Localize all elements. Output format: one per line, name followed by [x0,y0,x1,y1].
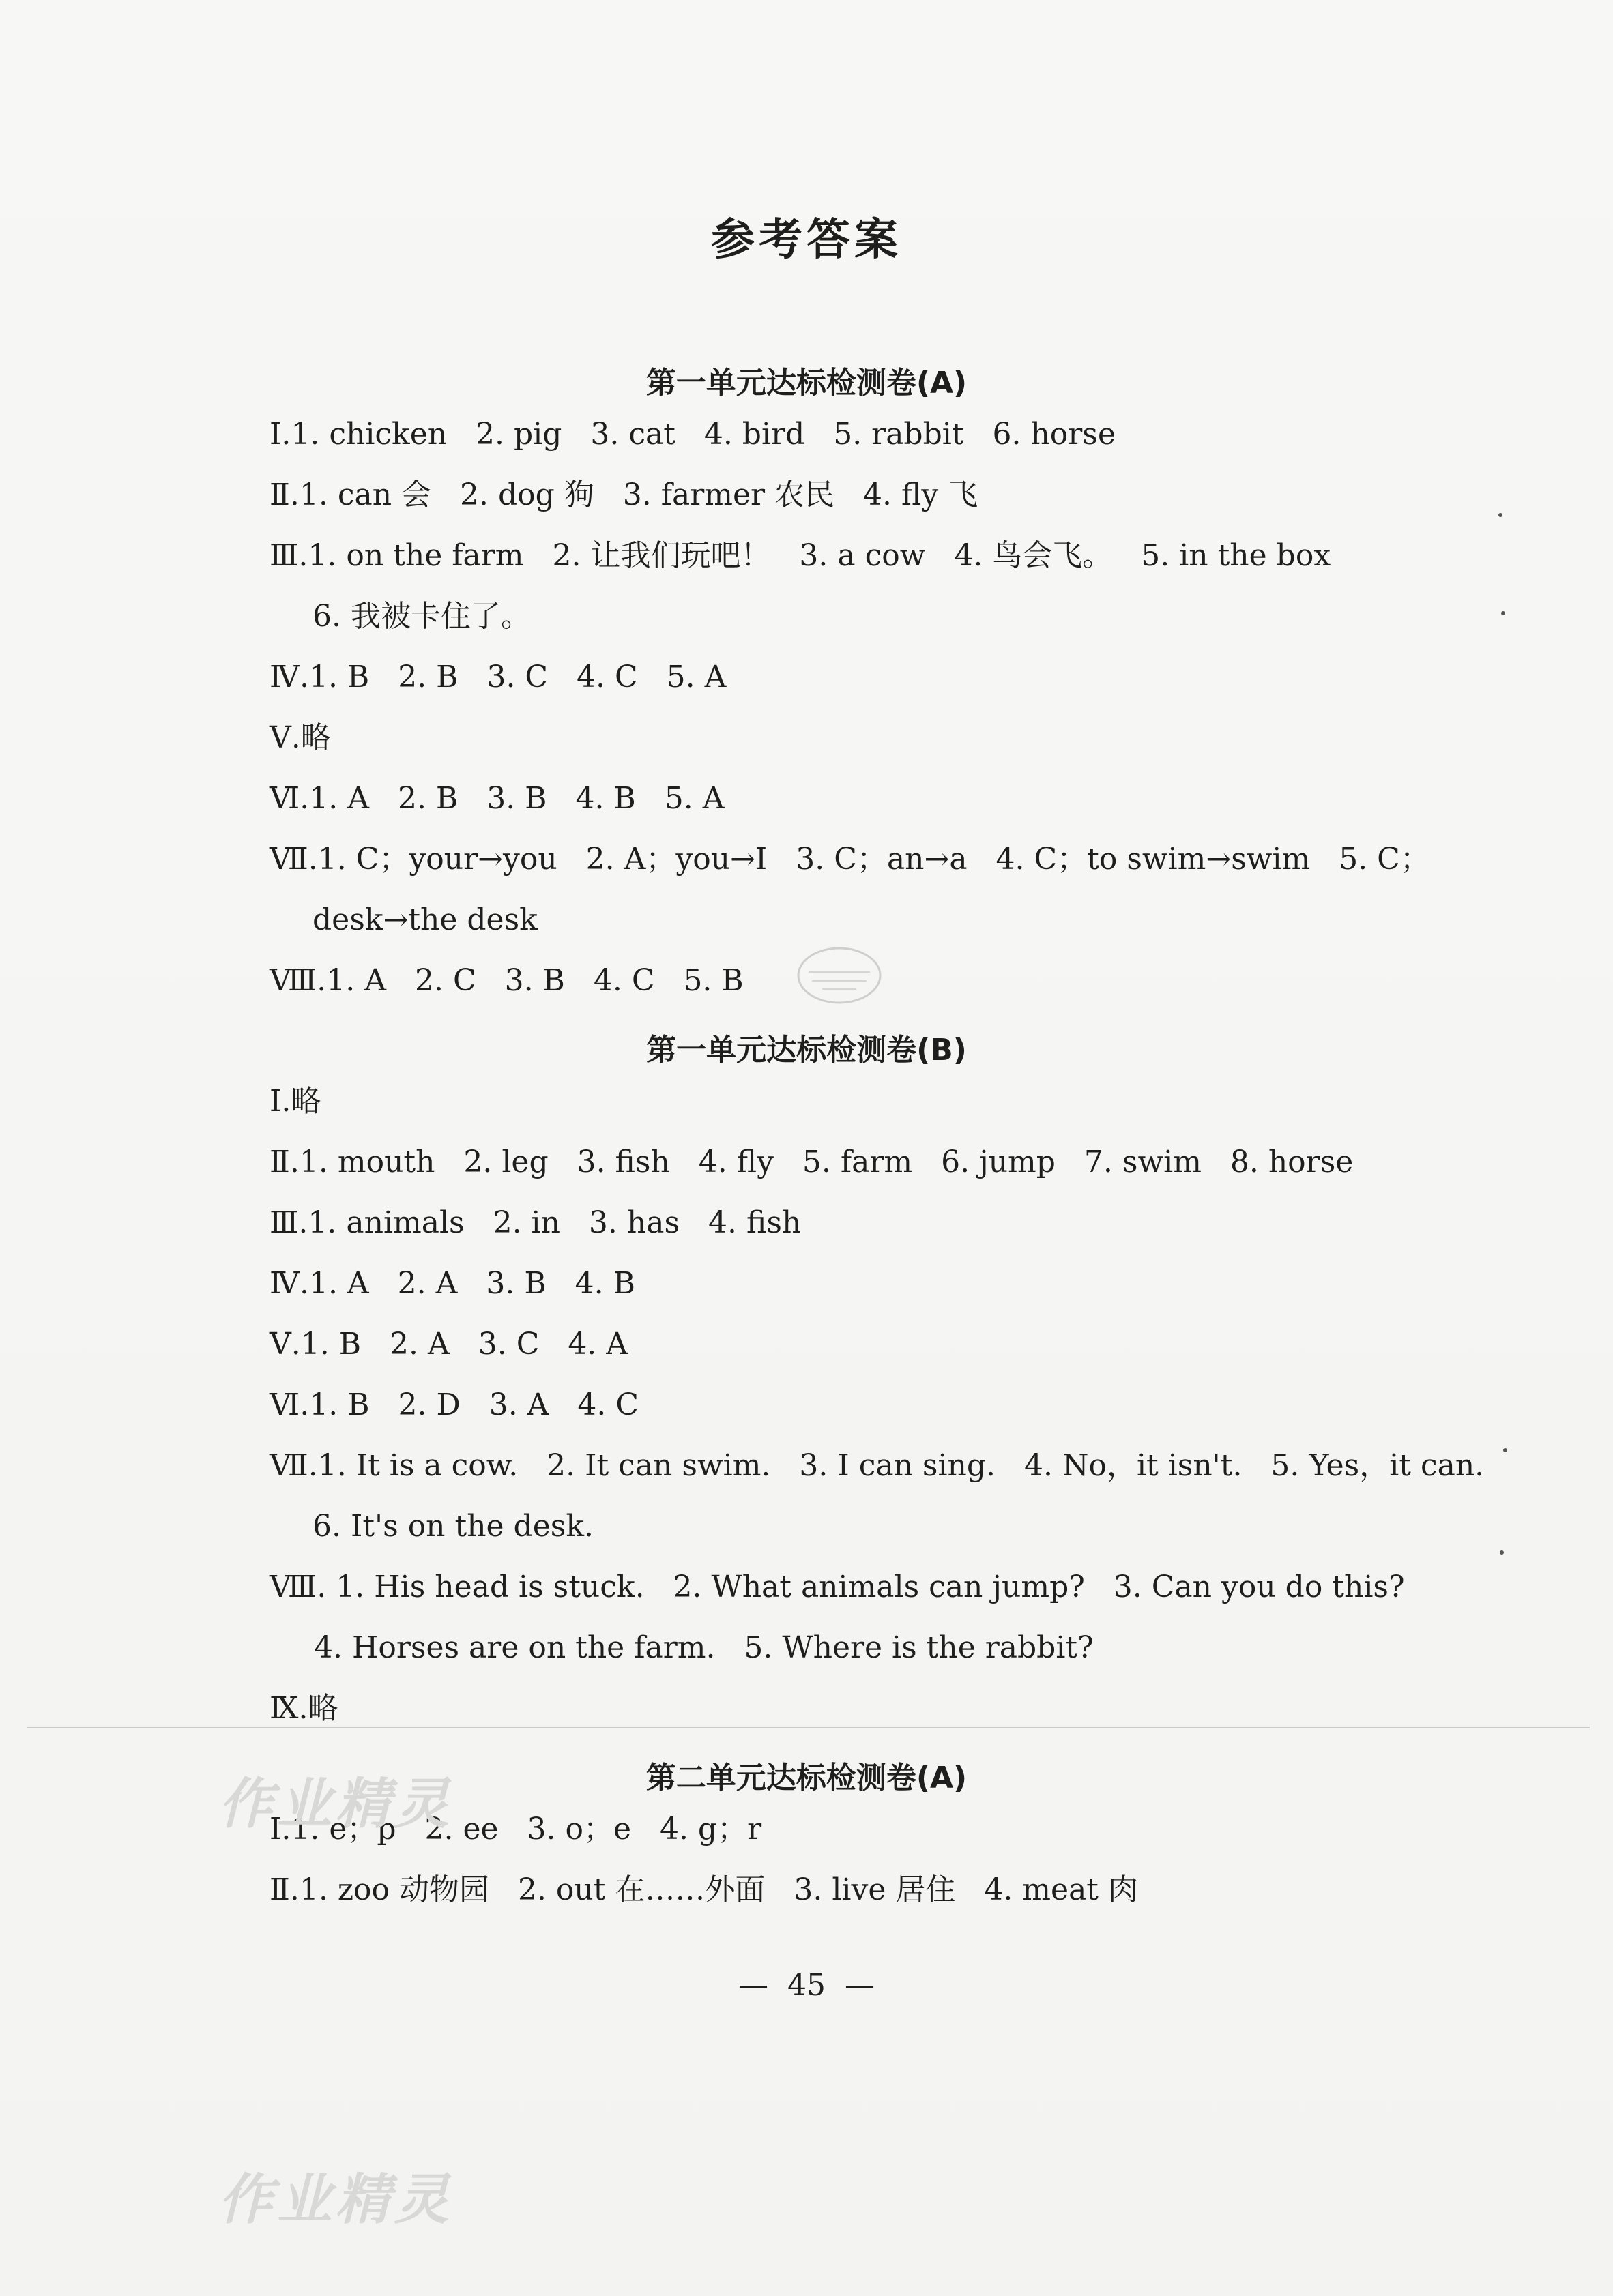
watermark: 作业精灵 [218,2168,453,2231]
answer-line: Ⅳ.1. A 2. A 3. B 4. B [270,1266,635,1301]
speck [1500,1550,1504,1555]
section-heading-2a: 第二单元达标检测卷(A) [645,1761,968,1795]
answer-line: Ⅶ.1. C；your→you 2. A；you→I 3. C；an→a 4. C；to swim→swim 5. C； [270,842,1430,877]
page-divider [27,1727,1590,1728]
answer-line: Ⅵ.1. A 2. B 3. B 4. B 5. A [270,781,725,816]
answer-line: Ⅰ.1. chicken 2. pig 3. cat 4. bird 5. rabbit 6. horse [270,417,1116,452]
answer-line: Ⅷ.1. A 2. C 3. B 4. C 5. B [270,963,744,998]
section-heading-1a: 第一单元达标检测卷(A) [645,366,968,400]
answer-line: Ⅰ.1. e；p 2. ee 3. o；e 4. g；r [270,1812,762,1846]
answer-line: Ⅴ.略 [270,720,331,755]
speck [1498,513,1502,517]
answer-line: Ⅸ.略 [270,1691,338,1726]
answer-line: Ⅶ.1. It is a cow. 2. It can swim. 3. I can sing. 4. No，it isn't. 5. Yes，it can. [270,1448,1485,1483]
answer-line: Ⅵ.1. B 2. D 3. A 4. C [270,1387,639,1422]
answer-line-continuation: desk→the desk [313,902,538,937]
page-title: 参考答案 [711,215,902,265]
answer-line: Ⅱ.1. can 会 2. dog 狗 3. farmer 农民 4. fly 飞 [270,477,978,512]
answer-line: Ⅲ.1. animals 2. in 3. has 4. fish [270,1205,802,1240]
answer-line: Ⅱ.1. mouth 2. leg 3. fish 4. fly 5. farm 6. jump 7. swim 8. horse [270,1145,1354,1179]
answer-line: Ⅰ.略 [270,1084,321,1119]
answer-line: Ⅱ.1. zoo 动物园 2. out 在……外面 3. live 居住 4. meat 肉 [270,1872,1138,1907]
answer-line-continuation: 6. It's on the desk. [313,1509,594,1544]
answer-line-continuation: 4. Horses are on the farm. 5. Where is the rabbit? [314,1630,1094,1665]
answer-line: Ⅴ.1. B 2. A 3. C 4. A [270,1327,628,1362]
speck [1503,1448,1507,1452]
answer-line-continuation: 6. 我被卡住了。 [313,599,531,634]
answer-line: Ⅳ.1. B 2. B 3. C 4. C 5. A [270,660,727,694]
page-number: — 45 — [738,1968,875,2003]
section-heading-1b: 第一单元达标检测卷(B) [646,1033,967,1068]
answer-line: Ⅷ. 1. His head is stuck. 2. What animals can jump? 3. Can you do this? [270,1570,1405,1604]
answer-line: Ⅲ.1. on the farm 2. 让我们玩吧！ 3. a cow 4. 鸟会飞。 5. in the box [270,538,1331,573]
stamp-logo-icon [795,941,884,1006]
watermark: 作业精灵 [218,1772,453,1836]
speck [1501,611,1505,615]
